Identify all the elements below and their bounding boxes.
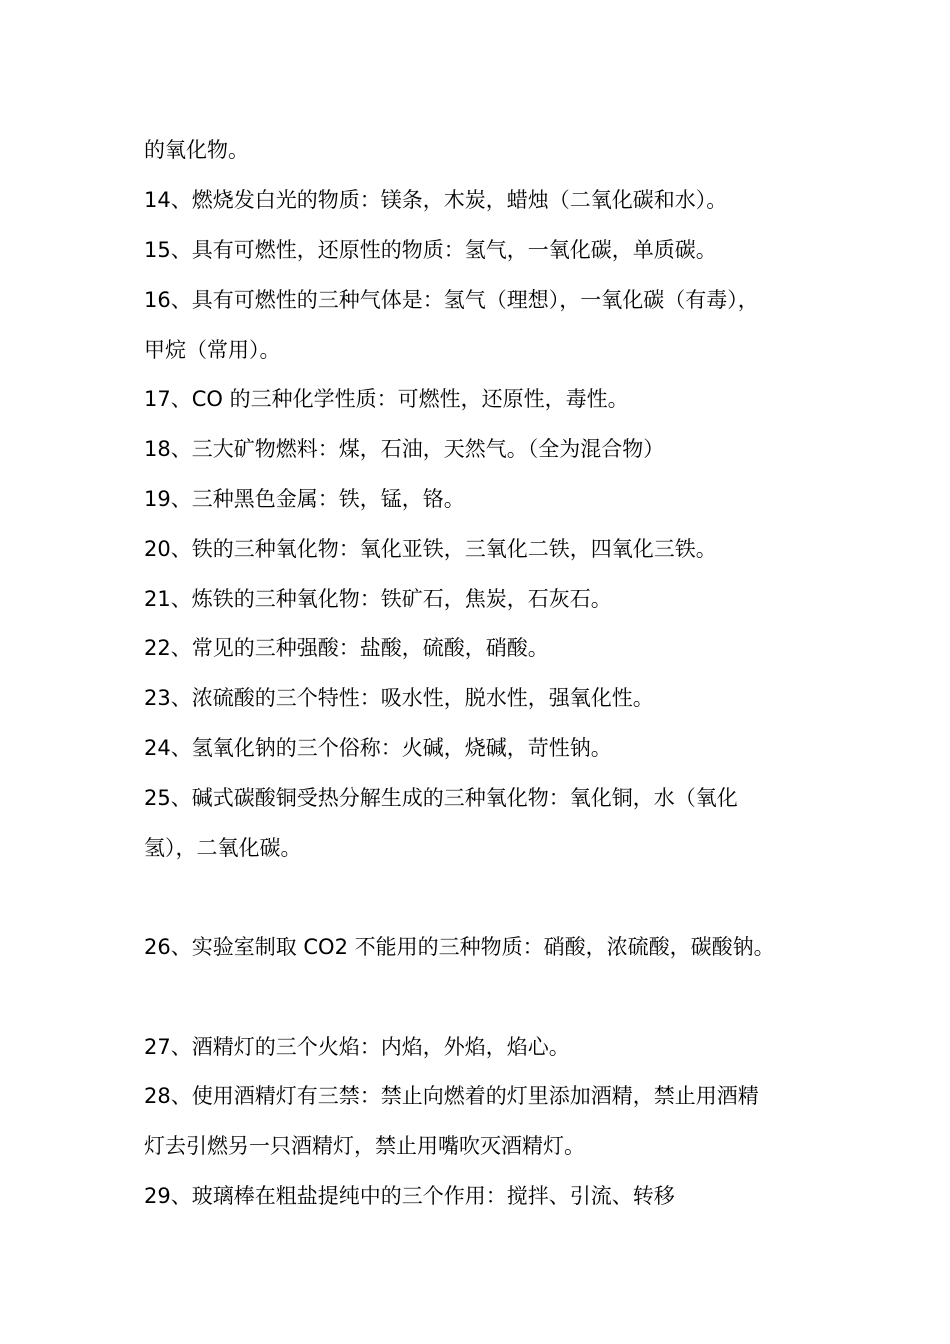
text-line: 25、碱式碳酸铜受热分解生成的三种氧化物：氧化铜，水（氧化 (144, 786, 738, 810)
text-line: 氢），二氧化碳。 (144, 836, 302, 860)
text-line: 灯去引燃另一只酒精灯，禁止用嘴吹灭酒精灯。 (144, 1134, 585, 1158)
text-line: 18、三大矿物燃料：煤，石油，天然气。（全为混合物） (144, 437, 665, 461)
text-line: 19、三种黑色金属：铁，锰，铬。 (144, 487, 465, 511)
text-line: 22、常见的三种强酸：盐酸，硫酸，硝酸。 (144, 636, 549, 660)
text-line: 17、CO 的三种化学性质：可燃性，还原性，毒性。 (144, 387, 629, 411)
text-line: 甲烷（常用）。 (144, 338, 281, 362)
text-line: 24、氢氧化钠的三个俗称：火碱，烧碱，苛性钠。 (144, 736, 612, 760)
text-line: 26、实验室制取 CO2 不能用的三种物质：硝酸，浓硫酸，碳酸钠。 (144, 935, 775, 959)
text-line: 20、铁的三种氧化物：氧化亚铁，三氧化二铁，四氧化三铁。 (144, 537, 717, 561)
text-line: 27、酒精灯的三个火焰：内焰，外焰，焰心。 (144, 1035, 570, 1059)
text-line: 23、浓硫酸的三个特性：吸水性，脱水性，强氧化性。 (144, 686, 654, 710)
text-line: 21、炼铁的三种氧化物：铁矿石，焦炭，石灰石。 (144, 587, 612, 611)
text-line: 29、玻璃棒在粗盐提纯中的三个作用：搅拌、引流、转移 (144, 1184, 675, 1208)
text-line: 28、使用酒精灯有三禁：禁止向燃着的灯里添加酒精，禁止用酒精 (144, 1084, 759, 1108)
text-line: 16、具有可燃性的三种气体是：氢气（理想），一氧化碳（有毒）， (144, 288, 759, 312)
text-line: 15、具有可燃性，还原性的物质：氢气，一氧化碳，单质碳。 (144, 238, 717, 262)
text-line: 14、燃烧发白光的物质：镁条，木炭，蜡烛（二氧化碳和水）。 (144, 188, 728, 212)
text-line: 的氧化物。 (144, 138, 249, 162)
